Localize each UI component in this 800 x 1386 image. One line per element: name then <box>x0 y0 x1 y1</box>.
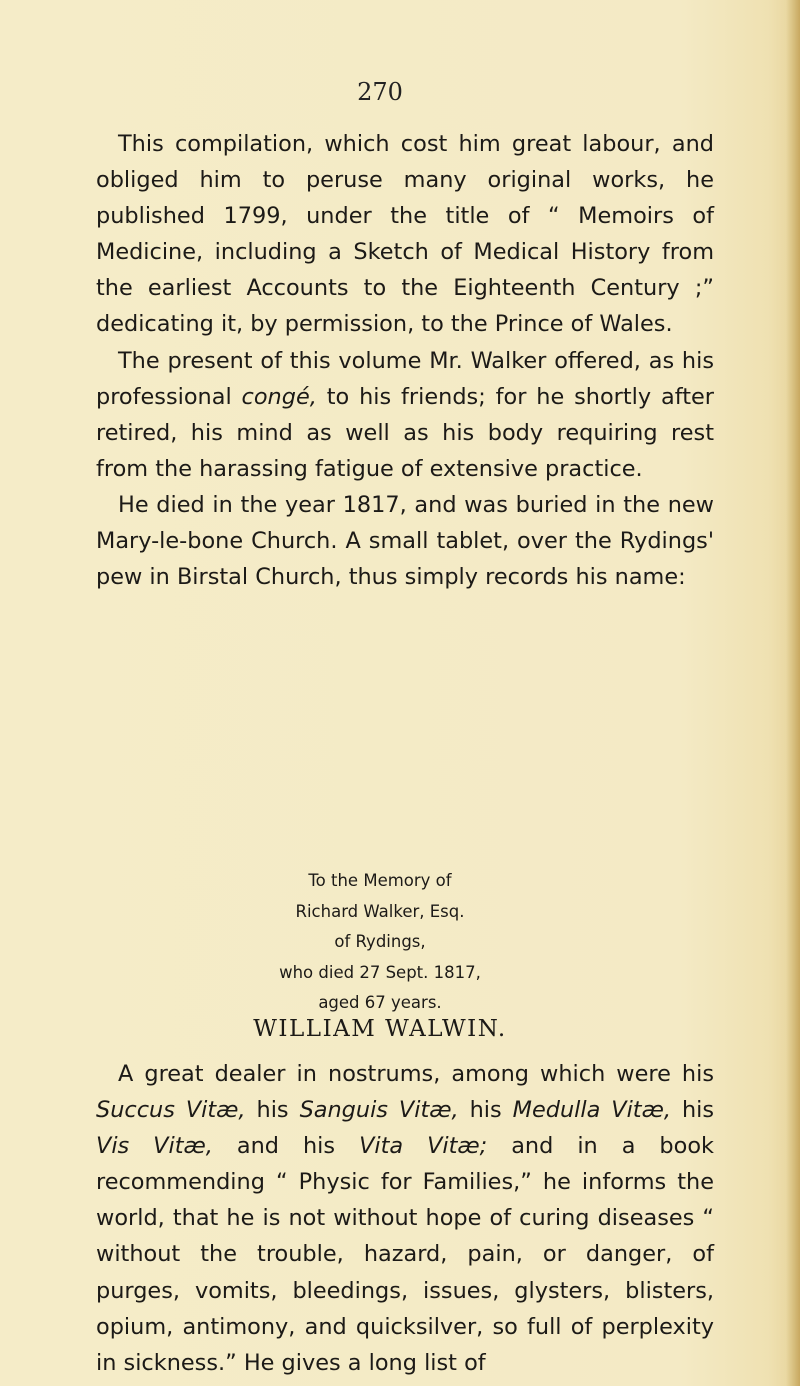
text-segment: and in a book recommending “ Physic for Families,” he informs the world, that he is not without hope of curing diseases “ without the trouble, hazard, pain, or danger, of purges, vomits, bleedings, issues, glysters, blisters, opium, antimony, and quicksilver, so full of perplexity in sickness.” He gives a long list of <box>96 1133 714 1376</box>
italic-segment: Sanguis Vitæ, <box>299 1097 459 1124</box>
text-segment: He died in the year 1817, and was buried in the new Mary-le-bone Church. A small tablet, over the Rydings' pew in Birstal Church, thus simply records his name: <box>96 491 714 591</box>
paragraph <box>96 126 714 343</box>
paragraph <box>96 343 714 487</box>
epitaph-line: who died 27 Sept. 1817, <box>279 962 481 982</box>
body-text-top <box>96 126 714 595</box>
page-number: 270 <box>357 78 403 106</box>
body-text-bottom <box>96 1056 714 1381</box>
text-segment: his <box>458 1097 513 1124</box>
epitaph-line: aged 67 years. <box>318 993 442 1013</box>
italic-segment: Vita Vitæ; <box>359 1133 488 1160</box>
text-segment: This compilation, which cost him great labour, and obliged him to peruse many original works, he published 1799, under the title of “ Memoirs of Medicine, including a Sketch of Medical History from the earliest Accounts to the Eighteenth Century ;” dedicating it, by permission, to the Prince of Wales. <box>96 131 714 338</box>
epitaph-line: of Rydings, <box>334 932 426 952</box>
italic-segment: Vis Vitæ, <box>96 1133 213 1160</box>
text-segment: to his friends; for he shortly after retired, his mind as well as his body requiring rest from the harassing fatigue of extensive practice. <box>96 383 714 482</box>
epitaph-line: Richard Walker, Esq. <box>295 901 465 921</box>
italic-segment: Succus Vitæ, <box>96 1097 246 1124</box>
text-segment: A great dealer in nostrums, among which were his <box>118 1061 714 1087</box>
text-segment: his <box>245 1097 300 1124</box>
section-heading: WILLIAM WALWIN. <box>253 1016 507 1042</box>
page-edge <box>786 0 800 1386</box>
paragraph <box>96 487 714 595</box>
italic-segment: Medulla Vitæ, <box>512 1097 671 1124</box>
text-segment: and his <box>212 1133 360 1160</box>
text-segment: The present of this volume Mr. Walker offered, as his professional <box>96 347 714 410</box>
epitaph-inscription <box>0 866 760 1019</box>
epitaph-line: To the Memory of <box>308 871 452 890</box>
text-segment: his <box>671 1097 715 1124</box>
paragraph <box>96 1056 714 1381</box>
italic-segment: congé, <box>241 383 317 410</box>
